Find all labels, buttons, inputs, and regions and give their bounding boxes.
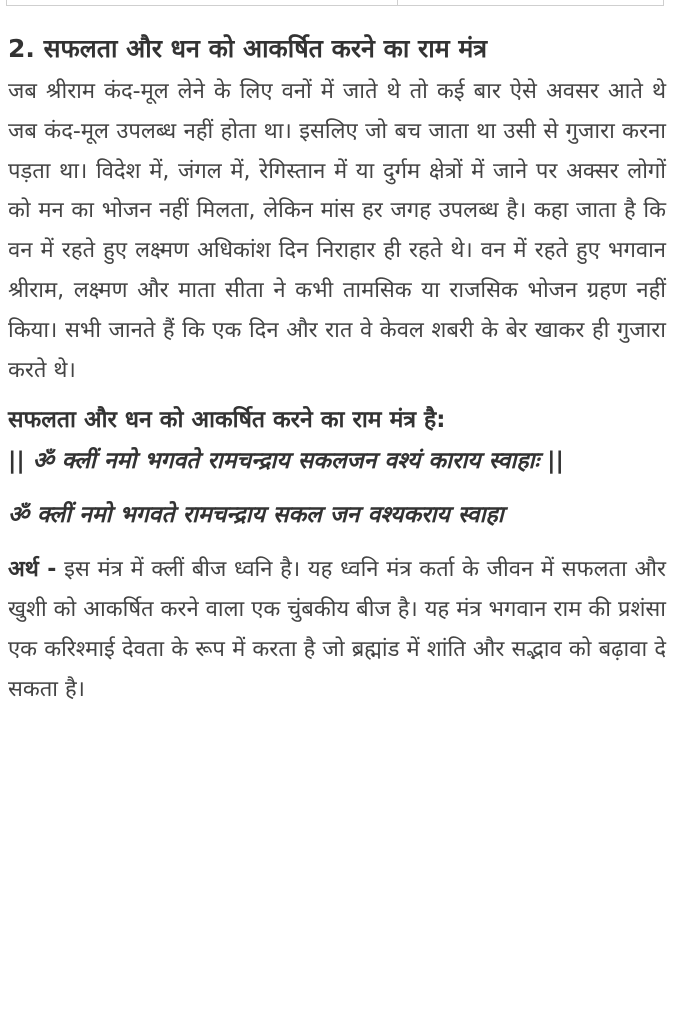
section-heading: 2. सफलता और धन को आकर्षित करने का राम मंत्र xyxy=(8,34,488,63)
previous-table-bottom-edge xyxy=(6,0,664,6)
mantra-line-2: ॐ क्लीं नमो भगवते रामचन्द्राय सकल जन वश्यकराय स्वाहा xyxy=(8,502,504,529)
mantra-line-1: || ॐ क्लीं नमो भगवते रामचन्द्राय सकलजन वश्यं काराय स्वाहाः || xyxy=(8,448,564,475)
article-section xyxy=(8,30,666,710)
meaning-label: अर्थ - xyxy=(8,557,57,583)
intro-paragraph: जब श्रीराम कंद-मूल लेने के लिए वनों में जाते थे तो कई बार ऐसे अवसर आते थे जब कंद-मूल उपलब्ध नहीं होता था। इसलिए जो बच जाता था उसी से गुजारा करना पड़ता था। विदेश में, जंगल में, रेगिस्तान में या दुर्गम क्षेत्रों में जाने पर अक्सर लोगों को मन का भोजन नहीं मिलता, लेकिन मांस हर जगह उपलब्ध है। कहा जाता है कि वन में रहते हुए लक्ष्मण अधिकांश दिन निराहार ही रहते थे। वन में रहते हुए भगवान श्रीराम, लक्ष्मण और माता सीता ने कभी तामसिक या राजसिक भोजन ग्रहण नहीं किया। सभी जानते हैं कि एक दिन और रात वे केवल शबरी के बेर खाकर ही गुजारा करते थे। xyxy=(8,79,666,383)
mantra-heading: सफलता और धन को आकर्षित करने का राम मंत्र है: xyxy=(8,407,446,434)
meaning-paragraph xyxy=(8,550,666,709)
meaning-text: इस मंत्र में क्लीं बीज ध्वनि है। यह ध्वनि मंत्र कर्ता के जीवन में सफलता और खुशी को आकर्षित करने वाला एक चुंबकीय बीज है। यह मंत्र भगवान राम की प्रशंसा एक करिश्माई देवता के रूप में करता है जो ब्रह्मांड में शांति और सद्भाव को बढ़ावा दे सकता है। xyxy=(8,557,666,702)
table-column-divider xyxy=(397,0,398,5)
